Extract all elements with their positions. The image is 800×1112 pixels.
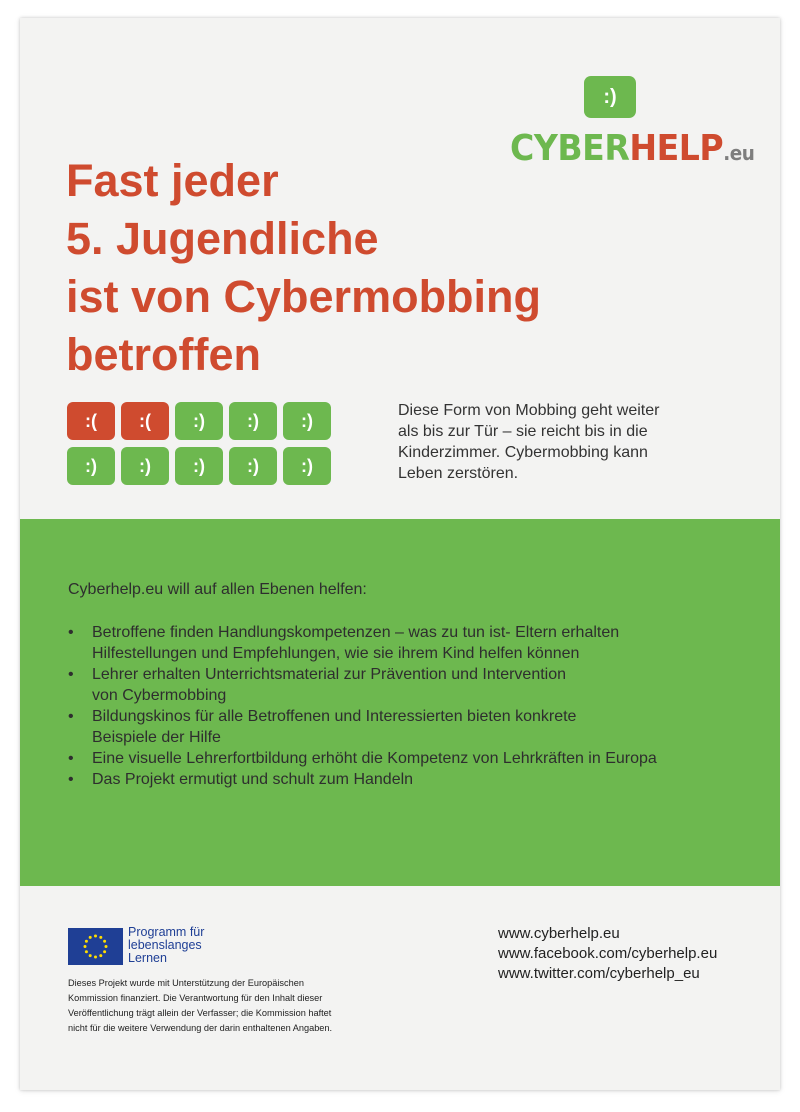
disclaimer-line: nicht für die weitere Verwendung der darin enthaltenen Angaben. xyxy=(68,1023,333,1033)
smiley-tile xyxy=(283,402,331,440)
eu-flag-icon xyxy=(68,928,123,965)
link-website[interactable]: www.cyberhelp.eu xyxy=(498,925,620,942)
disclaimer-line: Veröffentlichung trägt allein der Verfasser; die Kommission haftet xyxy=(68,1008,332,1018)
headline-line: 5. Jugendliche xyxy=(66,213,379,264)
smiley-tile xyxy=(67,402,115,440)
programm-line: Programm für xyxy=(128,925,205,939)
list-item xyxy=(68,706,758,748)
list-item-line: Betroffene finden Handlungskompetenzen – was zu tun ist- Eltern erhalten xyxy=(92,624,620,641)
smiley-tile xyxy=(229,402,277,440)
smiley-face: :) xyxy=(247,455,259,476)
smiley-face: :) xyxy=(85,455,97,476)
list-item xyxy=(68,622,758,664)
intro-text xyxy=(398,400,708,484)
bullet-icon: • xyxy=(68,624,74,641)
bullet-icon: • xyxy=(68,666,74,683)
link-twitter[interactable]: www.twitter.com/cyberhelp_eu xyxy=(498,965,700,982)
web-links xyxy=(498,924,717,984)
bullet-icon: • xyxy=(68,708,74,725)
list-item xyxy=(68,748,758,769)
headline xyxy=(66,152,666,384)
list-item-line: Bildungskinos für alle Betroffenen und Interessierten bieten konkrete xyxy=(92,708,577,725)
list-item-line: Eine visuelle Lehrerfortbildung erhöht die Kompetenz von Lehrkräften in Europa xyxy=(92,750,657,767)
bullet-icon: • xyxy=(68,771,74,788)
smiley-face: :) xyxy=(193,410,205,431)
smiley-tile xyxy=(67,447,115,485)
smiley-tile xyxy=(121,402,169,440)
intro-line: Diese Form von Mobbing geht weiter xyxy=(398,402,660,419)
smiley-face: :) xyxy=(301,455,313,476)
list-item-line: Hilfestellungen und Empfehlungen, wie sie ihrem Kind helfen können xyxy=(92,645,580,662)
logo-word-help: HELP xyxy=(629,128,724,169)
headline-line: ist von Cybermobbing xyxy=(66,271,542,322)
smiley-face: :) xyxy=(247,410,259,431)
green-info-band xyxy=(20,519,780,886)
list-item xyxy=(68,769,758,790)
headline-line: Fast jeder xyxy=(66,155,279,206)
link-facebook[interactable]: www.facebook.com/cyberhelp.eu xyxy=(498,945,718,962)
poster-sheet xyxy=(20,18,780,1090)
logo-word-cyber: CYBER xyxy=(510,128,630,169)
programm-label xyxy=(128,926,248,965)
smiley-tile xyxy=(283,447,331,485)
logo-smiley-icon xyxy=(584,76,636,118)
smiley-grid xyxy=(67,402,331,485)
disclaimer-line: Dieses Projekt wurde mit Unterstützung der Europäischen xyxy=(68,978,304,988)
list-item xyxy=(68,664,758,706)
intro-line: Kinderzimmer. Cybermobbing kann xyxy=(398,444,648,461)
disclaimer-line: Kommission finanziert. Die Verantwortung für den Inhalt dieser xyxy=(68,993,323,1003)
list-item-line: Lehrer erhalten Unterrichtsmaterial zur Prävention und Intervention xyxy=(92,666,567,683)
smiley-face: :) xyxy=(139,455,151,476)
list-item-line: Das Projekt ermutigt und schult zum Handeln xyxy=(92,771,414,788)
benefit-list xyxy=(68,622,758,790)
programm-line: lebenslanges xyxy=(128,938,202,952)
bullet-icon: • xyxy=(68,750,74,767)
band-heading: Cyberhelp.eu will auf allen Ebenen helfen: xyxy=(68,581,367,598)
smiley-tile xyxy=(175,402,223,440)
list-item-line: Beispiele der Hilfe xyxy=(92,729,221,746)
smiley-face: :) xyxy=(301,410,313,431)
smiley-face: :( xyxy=(85,410,97,431)
logo-word-eu: .eu xyxy=(723,141,755,165)
intro-line: als bis zur Tür – sie reicht bis in die xyxy=(398,423,648,440)
intro-line: Leben zerstören. xyxy=(398,465,519,482)
programm-line: Lernen xyxy=(128,951,167,965)
headline-line: betroffen xyxy=(66,329,261,380)
smiley-face: :( xyxy=(139,410,151,431)
logo-icon-text: :) xyxy=(603,85,617,108)
smiley-tile xyxy=(121,447,169,485)
funding-disclaimer xyxy=(68,976,398,1036)
smiley-face: :) xyxy=(193,455,205,476)
list-item-line: von Cybermobbing xyxy=(92,687,227,704)
smiley-tile xyxy=(229,447,277,485)
smiley-tile xyxy=(175,447,223,485)
